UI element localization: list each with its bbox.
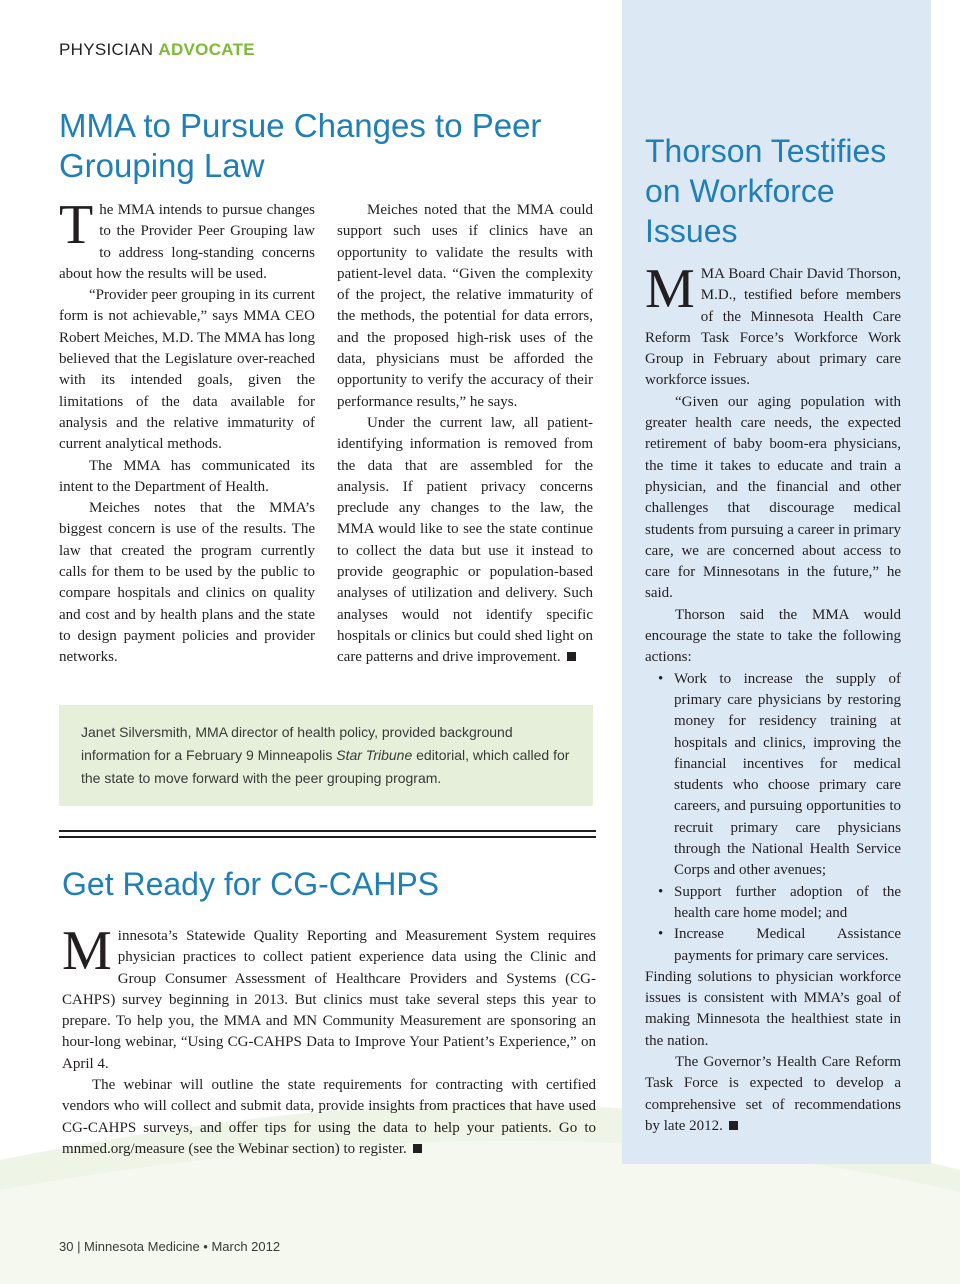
list-item: • Increase Medical Assistance payments for primary care services.	[658, 926, 901, 964]
end-mark-icon	[567, 652, 576, 661]
divider-rule	[59, 830, 596, 832]
article3-title: Thorson Testifies on Workforce Issues	[645, 133, 887, 249]
bullet-icon: •	[658, 670, 664, 687]
article2-paragraph: Minnesota’s Statewide Quality Reporting and Measurement System requires physician practices to collect patient experience data using the Clinic and Group Consumer Assessment of Healthcare Providers and Systems (CG-CAHPS) survey beginning in 2013. But clinics must take several steps this year to prepare. To help you, the MMA and MN Community Measurement are sponsoring an hour-long webinar, “Using CG-CAHPS Data to Improve Your Patient’s Experience,” on April 4.	[62, 920, 596, 1072]
list-item: • Work to increase the supply of primary care physicians by restoring money for residency training at hospitals and clinics, improving the financial incentives for medical students who choose primary care careers, and pursuing opportunities to recruit primary care physicians through the National Health Service Corps and other avenues;	[658, 670, 901, 879]
bullet-icon: •	[658, 926, 664, 943]
section-prefix: PHYSICIAN	[59, 40, 154, 59]
article1-paragraph: “Provider peer grouping in its current form is not achievable,” says MMA CEO Robert Meiches, M.D. The MMA has long believed that the Legislature over-reached with its intended goals, given the limitations of the data available for analysis and the relative immaturity of current analytical methods.	[59, 287, 315, 453]
article1-column-right	[337, 200, 593, 669]
callout-italic: Star Tribune	[336, 747, 413, 763]
article1-paragraph: Meiches noted that the MMA could support such uses if clinics have an opportunity to validate the results with patient-level data. “Given the complexity of the project, the relative immaturity of the methods, the potential for data errors, and the proposed high-risk uses of the data, physicians must be afforded the opportunity to verify the accuracy of their performance results,” he says.	[337, 202, 593, 410]
dropcap: M	[645, 258, 695, 320]
callout-text: Janet Silversmith, MMA director of health policy, provided background information for a February 9 Minneapolis	[81, 724, 513, 763]
article1-paragraph: The MMA has communicated its intent to the Department of Health.	[59, 457, 315, 495]
article1-paragraph: Meiches notes that the MMA’s biggest concern is use of the results. The law that created the program currently calls for them to be used by the public to compare hospitals and clinics on quality and cost and by health plans and the state to design payment policies and provider networks.	[59, 500, 315, 666]
article1-title: MMA to Pursue Changes to Peer Grouping Law	[59, 107, 542, 184]
bullet-icon: •	[658, 883, 664, 900]
article3-paragraph: MMA Board Chair David Thorson, M.D., testified before members of the Minnesota Health Care Reform Task Force’s Workforce Work Group in February about primary care workforce issues.	[645, 258, 901, 389]
divider-rule	[59, 836, 596, 838]
page-footer: 30 | Minnesota Medicine • March 2012	[59, 1239, 281, 1254]
callout-box	[59, 705, 593, 806]
dropcap: M	[62, 920, 112, 982]
list-item: • Support further adoption of the health care home model; and	[658, 883, 901, 921]
article3-paragraph: The Governor’s Health Care Reform Task Force is expected to develop a comprehensive set of recommendations by late 2012.	[645, 1053, 901, 1134]
callout-text: editorial, which called for the state to move forward with the peer grouping program.	[81, 747, 570, 786]
article1-column-left	[59, 194, 315, 669]
dropcap: T	[59, 194, 94, 256]
article2-body	[62, 920, 596, 1160]
article3-paragraph: “Given our aging population with greater health care needs, the expected retirement of baby boom-era physicians, the time it takes to educate and train a physician, and the financial and other challenges that discourage medical students from pursuing a career in primary care, we are concerned about access to care for Minnesotans in the future,” he said.	[645, 393, 901, 602]
article2-title: Get Ready for CG-CAHPS	[62, 866, 439, 902]
end-mark-icon	[729, 1121, 738, 1130]
section-label	[59, 40, 255, 60]
article3-paragraph: Finding solutions to physician workforce issues is consistent with MMA’s goal of making Minnesota the healthiest state in the nation.	[645, 968, 901, 1049]
action-list	[645, 669, 901, 967]
article3-body	[645, 258, 901, 1137]
article3-paragraph: Thorson said the MMA would encourage the state to take the following actions:	[645, 606, 901, 666]
article1-paragraph: Under the current law, all patient-identifying information is removed from the data that are assembled for the analysis. If patient privacy concerns preclude any changes to the law, the MMA would like to see the state continue to collect the data but use it instead to provide geographic or population-based analyses of utilization and delivery. Such analyses would not identify specific hospitals or clinics but could shed light on care patterns and drive improvement.	[337, 414, 593, 666]
section-accent: ADVOCATE	[158, 40, 255, 59]
end-mark-icon	[413, 1144, 422, 1153]
article2-paragraph: The webinar will outline the state requirements for contracting with certified vendors who will collect and submit data, provide insights from practices that have used CG-CAHPS surveys, and offer tips for using the data to help your patients. Go to mnmed.org/measure (see the Webinar section) to register.	[62, 1077, 596, 1157]
article1-paragraph: The MMA intends to pursue changes to the Provider Peer Grouping law to address long-standing concerns about how the results will be used.	[59, 194, 315, 282]
